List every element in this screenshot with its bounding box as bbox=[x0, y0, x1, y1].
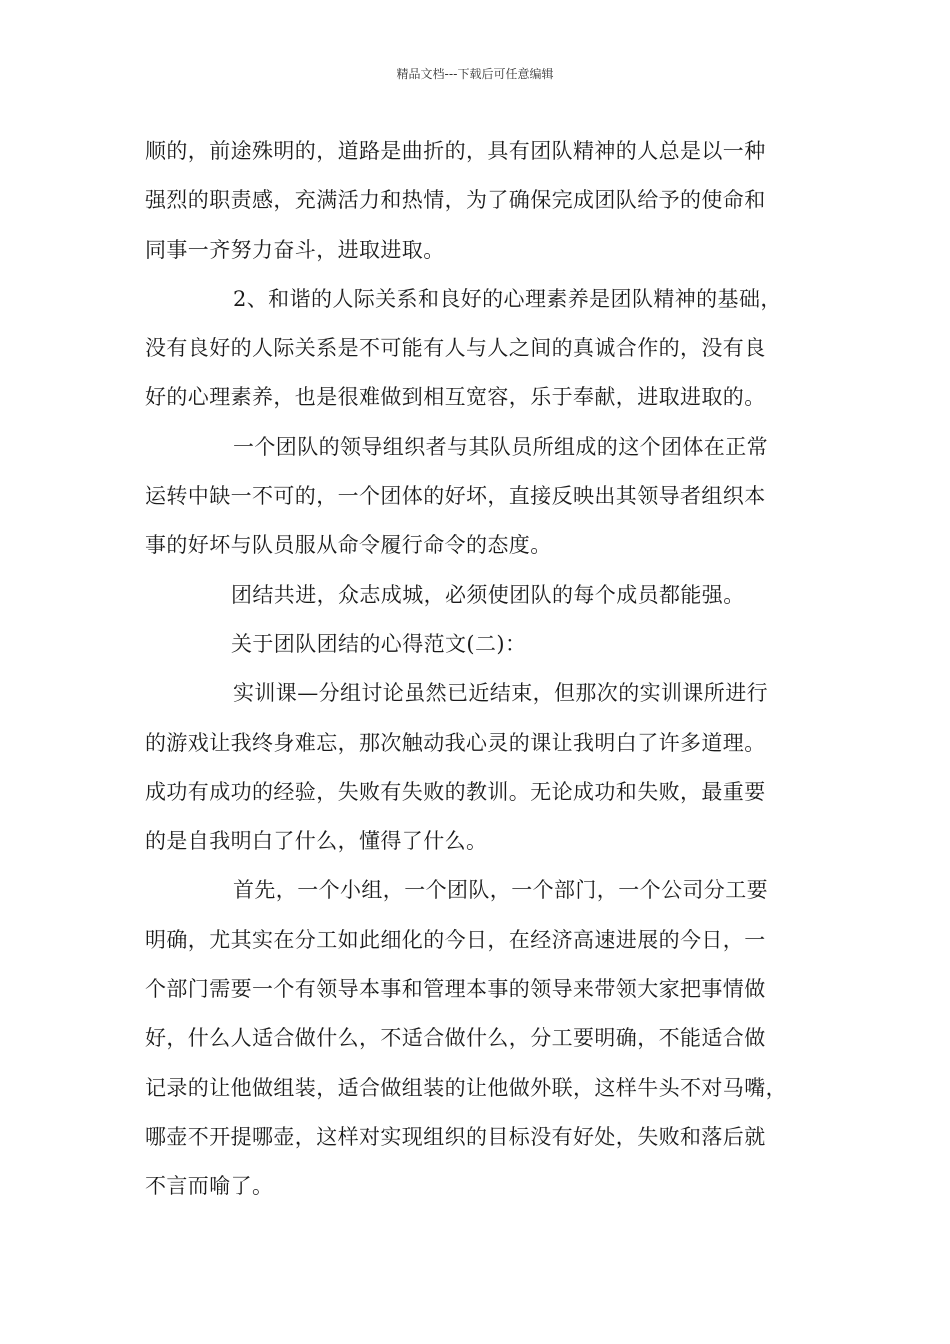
text-line: 好的心理素养，也是很难做到相互宽容，乐于奉献，进取进取的。 bbox=[145, 385, 766, 410]
text-line: 不言而喻了。 bbox=[145, 1174, 274, 1199]
text-line: 的游戏让我终身难忘，那次触动我心灵的课让我明白了许多道理。 bbox=[145, 730, 766, 755]
text-line: 明确，尤其实在分工如此细化的今日，在经济高速进展的今日，一 bbox=[145, 927, 766, 952]
document-body bbox=[145, 131, 815, 1216]
text-line: 哪壶不开提哪壶，这样对实现组织的目标没有好处，失败和落后就 bbox=[145, 1124, 766, 1149]
text-line: 成功有成功的经验，失败有失败的教训。无论成功和失败，最重要 bbox=[145, 779, 766, 804]
section-heading: 关于团队团结的心得范文(二)： bbox=[231, 631, 527, 656]
text-line: 的是自我明白了什么，懂得了什么。 bbox=[145, 829, 488, 854]
paragraph-start-line: 2、和谐的人际关系和良好的心理素养是团队精神的基础， bbox=[233, 286, 782, 311]
paragraph-start-line: 团结共进，众志成城，必须使团队的每个成员都能强。 bbox=[231, 582, 745, 607]
text-line: 同事一齐努力奋斗，进取进取。 bbox=[145, 237, 445, 262]
text-line: 好，什么人适合做什么，不适合做什么，分工要明确，不能适合做 bbox=[145, 1026, 766, 1051]
text-line: 记录的让他做组装，适合做组装的让他做外联，这样牛头不对马嘴， bbox=[145, 1075, 787, 1100]
text-line: 运转中缺一不可的，一个团体的好坏，直接反映出其领导者组织本 bbox=[145, 484, 766, 509]
text-line: 事的好坏与队员服从命令履行命令的态度。 bbox=[145, 533, 552, 558]
page-header: 精品文档---下载后可任意编辑 bbox=[396, 67, 554, 81]
text-line: 个部门需要一个有领导本事和管理本事的领导来带领大家把事情做 bbox=[145, 977, 766, 1002]
text-line: 顺的，前途殊明的，道路是曲折的，具有团队精神的人总是以一种 bbox=[145, 139, 766, 163]
text-line: 没有良好的人际关系是不可能有人与人之间的真诚合作的，没有良 bbox=[145, 336, 766, 361]
text-line: 强烈的职责感，充满活力和热情，为了确保完成团队给予的使命和 bbox=[145, 188, 766, 213]
paragraph-start-line: 首先，一个小组，一个团队，一个部门，一个公司分工要 bbox=[233, 878, 768, 903]
paragraph-start-line: 实训课—分组讨论虽然已近结束，但那次的实训课所进行 bbox=[233, 681, 768, 706]
paragraph-start-line: 一个团队的领导组织者与其队员所组成的这个团体在正常 bbox=[233, 434, 768, 459]
